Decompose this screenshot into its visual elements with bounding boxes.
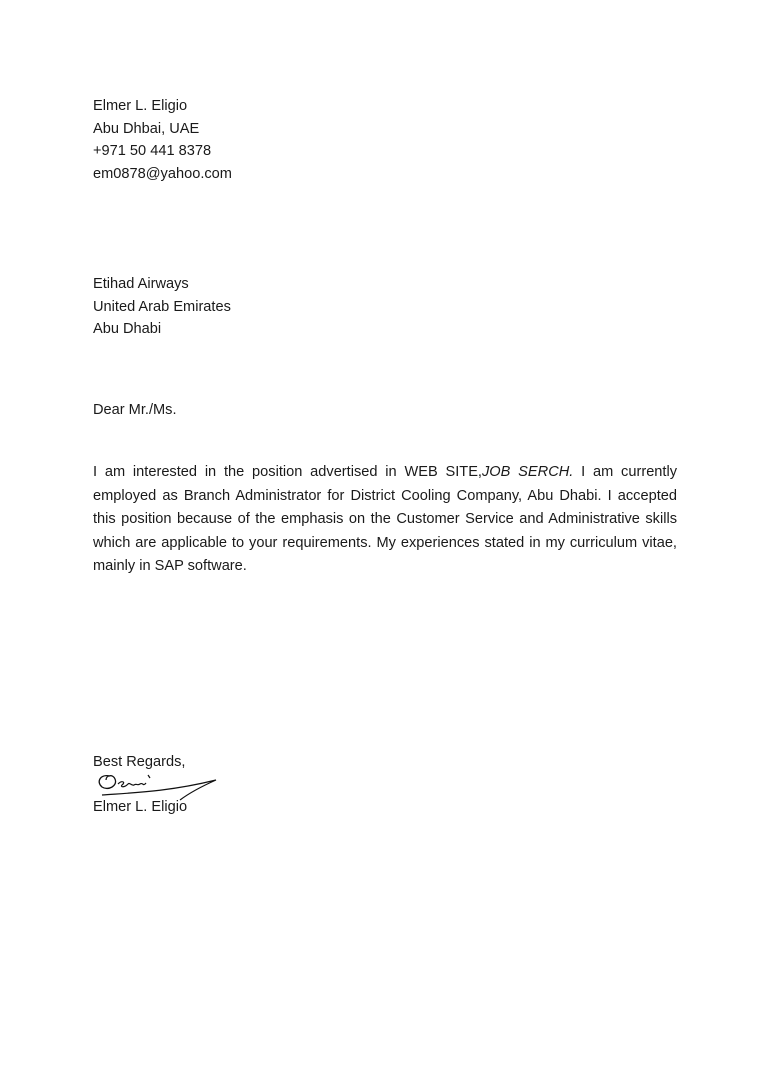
body-text-part2: I am currently employed as Branch Administrator for District Cooling Company, Abu Dhabi. I accepted this position because of the emphasis on the Customer Service and Administrative skills which are applicable to your requirements. My experiences stated in my curriculum vitae, mainly in SAP software. [93,464,678,574]
recipient-address [93,273,677,341]
salutation-text: Dear Mr./Ms. [93,402,177,418]
recipient-city: Abu Dhabi [93,321,162,337]
sender-location: Abu Dhbai, UAE [93,120,200,137]
closing-text: Best Regards, [93,754,186,770]
signer-name-block [93,796,677,819]
body-text-part1: I am interested in the position advertised in WEB SITE, [93,464,482,480]
salutation [93,399,677,422]
recipient-country: United Arab Emirates [93,298,231,315]
body-paragraph [93,461,677,579]
sender-phone: +971 50 441 8378 [93,143,212,159]
sender-address [93,95,677,185]
signer-name: Elmer L. Eligio [93,799,188,815]
sender-email: em0878@yahoo.com [93,165,232,182]
recipient-company: Etihad Airways [93,276,189,292]
body-text-emphasis: JOB SERCH. [482,464,574,480]
sender-name: Elmer L. Eligio [93,98,188,114]
